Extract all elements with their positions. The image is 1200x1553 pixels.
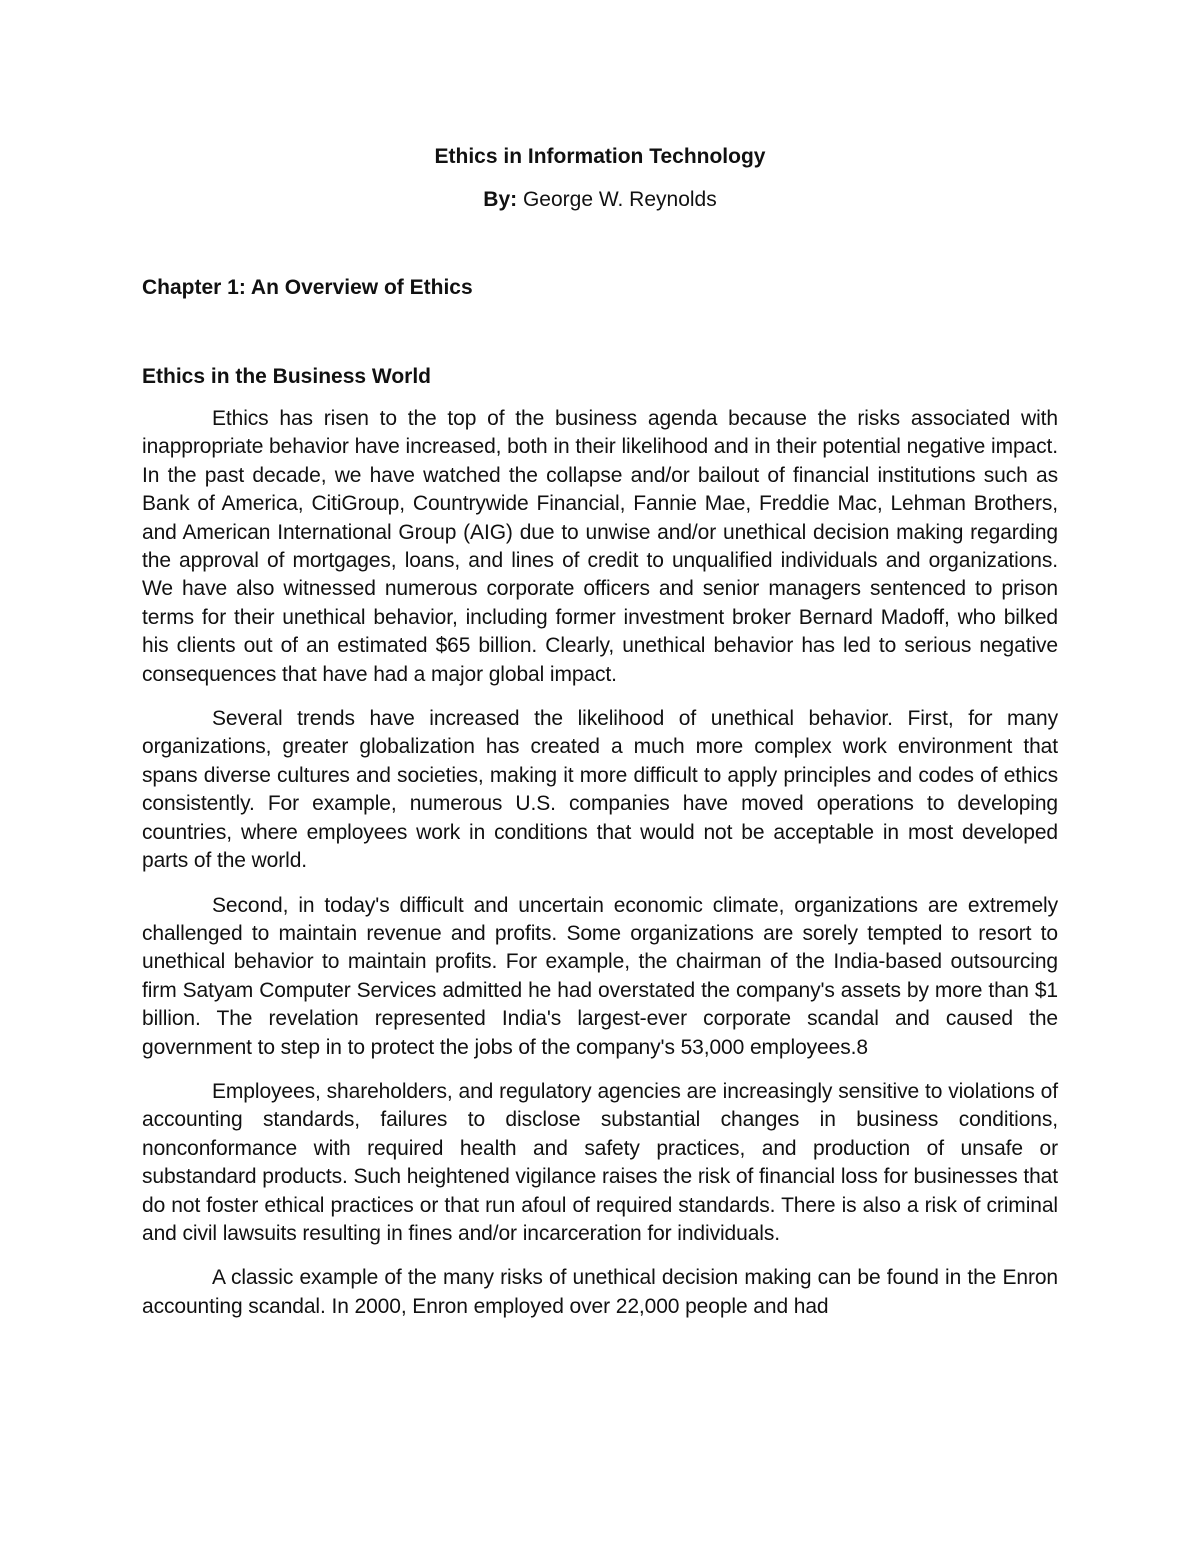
section-heading: Ethics in the Business World [142, 365, 431, 388]
chapter-heading: Chapter 1: An Overview of Ethics [142, 276, 473, 299]
body-text [142, 405, 1058, 1337]
document-author-line [0, 186, 1200, 214]
paragraph-1: Ethics has risen to the top of the business agenda because the risks associated with inappropriate behavior have increased, both in their likelihood and in their potential negative impact. In the past decade, we have watched the collapse and/or bailout of financial institutions such as Bank of America, CitiGroup, Countrywide Financial, Fannie Mae, Freddie Mac, Lehman Brothers, and American International Group (AIG) due to unwise and/or unethical decision making regarding the approval of mortgages, loans, and lines of credit to unqualified individuals and organizations. We have also witnessed numerous corporate officers and senior managers sentenced to prison terms for their unethical behavior, including former investment broker Bernard Madoff, who bilked his clients out of an estimated $65 billion. Clearly, unethical behavior has led to serious negative consequences that have had a major global impact. [142, 407, 1058, 686]
paragraph-4: Employees, shareholders, and regulatory agencies are increasingly sensitive to violations of accounting standards, failures to disclose substantial changes in business conditions, nonconformance with required health and safety practices, and production of unsafe or substandard products. Such heightened vigilance raises the risk of financial loss for businesses that do not foster ethical practices or that run afoul of required standards. There is also a risk of criminal and civil lawsuits resulting in fines and/or incarceration for individuals. [142, 1079, 1058, 1245]
author-name: George W. Reynolds [517, 188, 717, 211]
paragraph-5: A classic example of the many risks of unethical decision making can be found in the Enron accounting scandal. In 2000, Enron employed over 22,000 people and had [142, 1266, 1058, 1318]
paragraph-3: Second, in today's difficult and uncertain economic climate, organizations are extremely challenged to maintain revenue and profits. Some organizations are sorely tempted to resort to unethical behavior to maintain profits. For example, the chairman of the India-based outsourcing firm Satyam Computer Services admitted he had overstated the company's assets by more than $1 billion. The revelation represented India's largest-ever corporate scandal and caused the government to step in to protect the jobs of the company's 53,000 employees.8 [142, 893, 1058, 1059]
document-title: Ethics in Information Technology [434, 145, 766, 168]
author-label: By: [483, 188, 518, 211]
paragraph-2: Several trends have increased the likelihood of unethical behavior. First, for many organizations, greater globalization has created a much more complex work environment that spans diverse cultures and societies, making it more difficult to apply principles and codes of ethics consistently. For example, numerous U.S. companies have moved operations to developing countries, where employees work in conditions that would not be acceptable in most developed parts of the world. [142, 707, 1058, 873]
